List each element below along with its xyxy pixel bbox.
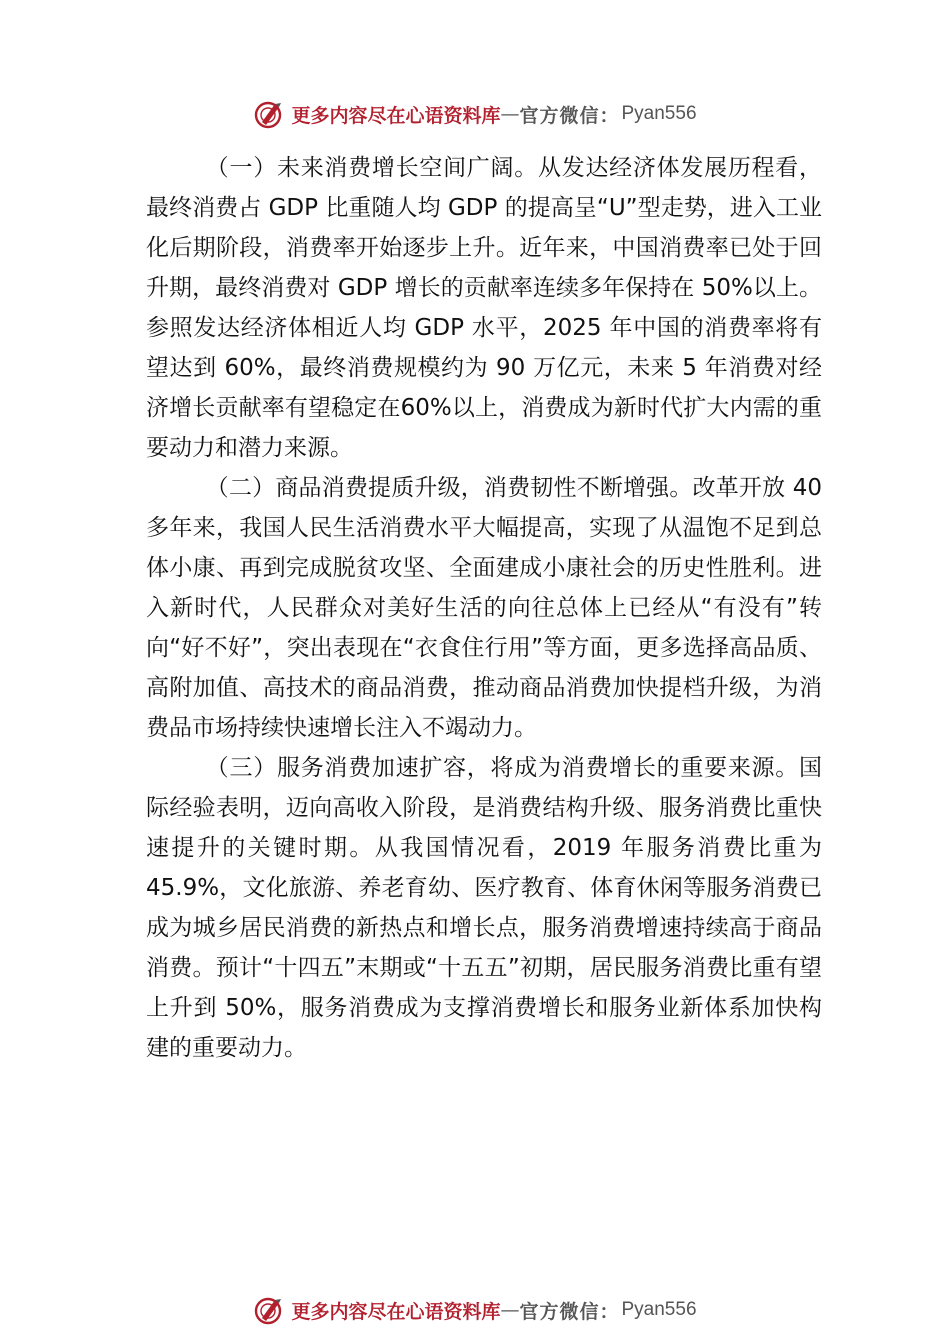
- banner-wechat-label: 官方微信：: [519, 104, 620, 127]
- body-text: [146, 148, 822, 1068]
- banner-wechat-label: 官方微信：: [519, 1300, 620, 1323]
- banner-dash: —: [500, 103, 520, 125]
- header-banner: [0, 94, 950, 134]
- pen-logo-icon: [253, 1294, 285, 1326]
- paragraph-1: （一）未来消费增长空间广阔。从发达经济体发展历程看，最终消费占 GDP 比重随人均 GDP 的提高呈“U”型走势，进入工业化后期阶段，消费率开始逐步上升。近年来，中国消费率已处于回升期，最终消费对 GDP 增长的贡献率连续多年保持在 50%以上。参照发达经济体相近人均 GDP 水平，2025 年中国的消费率将有望达到 60%，最终消费规模约为 90 万亿元，未来 5 年消费对经济增长贡献率有望稳定在60%以上，消费成为新时代扩大内需的重要动力和潜力来源。: [146, 155, 822, 461]
- banner-dash: —: [500, 1299, 520, 1321]
- paragraph-3: （三）服务消费加速扩容，将成为消费增长的重要来源。国际经验表明，迈向高收入阶段，是消费结构升级、服务消费比重快速提升的关键时期。从我国情况看，2019 年服务消费比重为 45.9%，文化旅游、养老育幼、医疗教育、体育休闲等服务消费已成为城乡居民消费的新热点和增长点，服务消费增速持续高于商品消费。预计“十四五”末期或“十五五”初期，居民服务消费比重有望上升到 50%，服务消费成为支撑消费增长和服务业新体系加快构建的重要动力。: [146, 755, 822, 1061]
- banner-wechat-id: Pyan556: [621, 103, 697, 124]
- banner-site-name: 更多内容尽在心语资料库: [291, 1300, 501, 1323]
- pen-logo-icon: [253, 98, 285, 130]
- banner-wechat-id: Pyan556: [621, 1299, 697, 1320]
- paragraph-2: （二）商品消费提质升级，消费韧性不断增强。改革开放 40 多年来，我国人民生活消费水平大幅提高，实现了从温饱不足到总体小康、再到完成脱贫攻坚、全面建成小康社会的历史性胜利。进入新时代，人民群众对美好生活的向往总体上已经从“有没有”转向“好不好”，突出表现在“衣食住行用”等方面，更多选择高品质、高附加值、高技术的商品消费，推动商品消费加快提档升级，为消费品市场持续快速增长注入不竭动力。: [146, 475, 822, 741]
- footer-banner: [0, 1290, 950, 1330]
- banner-site-name: 更多内容尽在心语资料库: [291, 104, 501, 127]
